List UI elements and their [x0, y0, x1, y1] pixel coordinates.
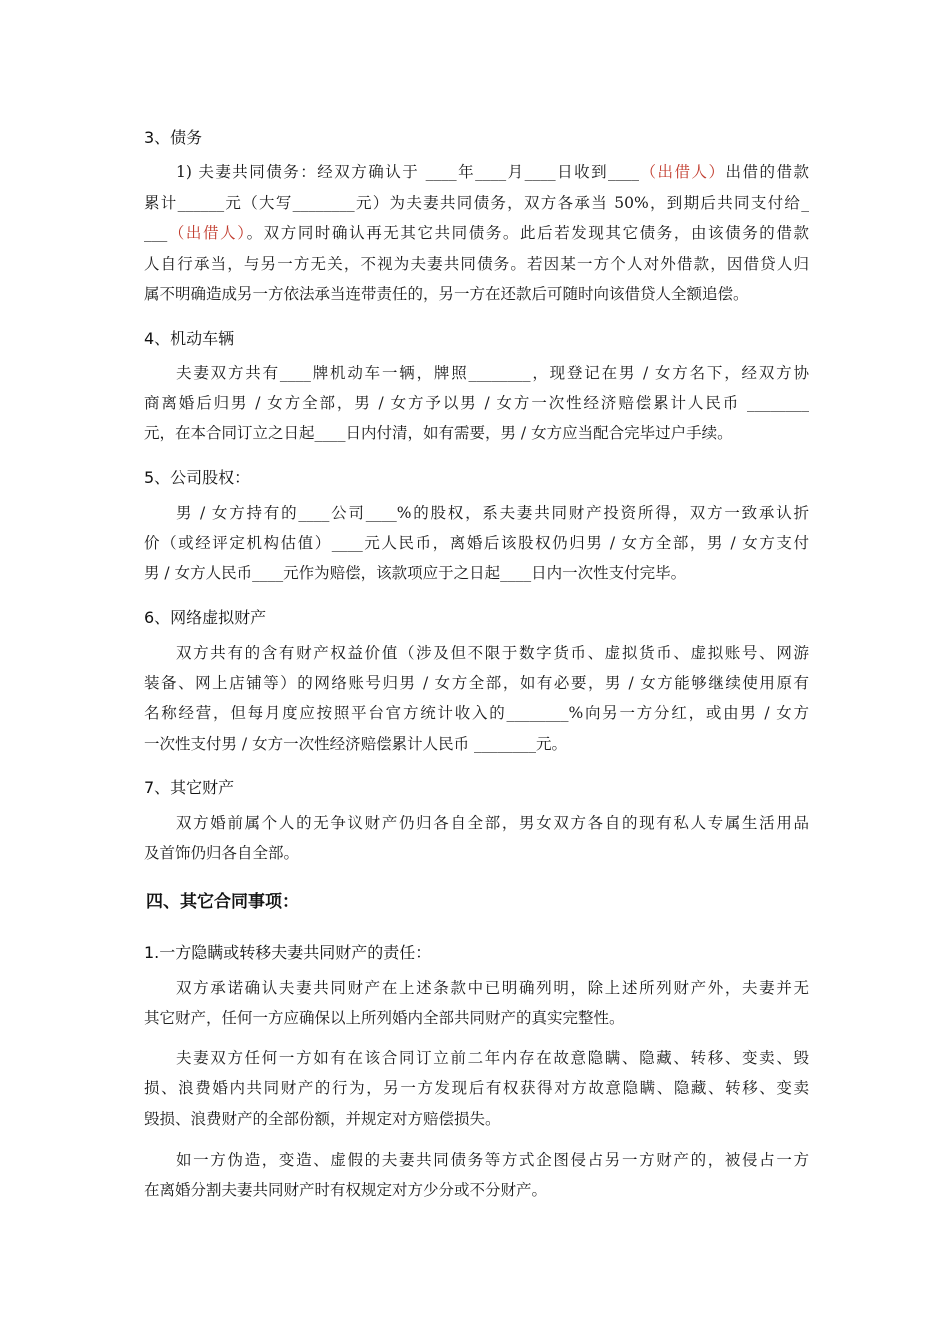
s4-line-3: 元，在本合同订立之日起____日内付清，如有需要，男 / 女方应当配合完毕过户手续。 — [144, 424, 733, 442]
s6-line-4: 一次性支付男 / 女方一次性经济赔偿累计人民币 ________元。 — [144, 735, 568, 753]
s3-line-5: 属不明确造成另一方依法承当连带责任的，另一方在还款后可随时向该借贷人全额追偿。 — [144, 285, 749, 303]
s7-line-2: 及首饰仍归各自全部。 — [144, 844, 300, 862]
s6-line-3: 名称经营，但每月度应按照平台官方统计收入的________%向另一方分红，或由男 / 女方 — [144, 704, 809, 722]
s4-line-1: 夫妻双方共有____牌机动车一辆，牌照________，现登记在男 / 女方名下，经双方协 — [176, 364, 809, 382]
clause-1-title: 1.一方隐瞒或转移夫妻共同财产的责任： — [144, 943, 432, 962]
s3-line-2: 累计______元（大写________元）为夫妻共同债务，双方各承当 50%，到期后共同支付给_ — [144, 194, 809, 212]
lender-label: （出借人） — [639, 163, 726, 181]
section-4-title: 4、机动车辆 — [144, 329, 235, 348]
section-3-title: 3、债务 — [144, 128, 203, 147]
s4-line-2: 商离婚后归男 / 女方全部，男 / 女方予以男 / 女方一次性经济赔偿累计人民币 ________ — [144, 394, 809, 412]
s5-line-3: 男 / 女方人民币____元作为赔偿，该款项应于之日起____日内一次性支付完毕。 — [144, 564, 687, 582]
s6-line-2: 装备、网上店铺等）的网络账号归男 / 女方全部，如有必要，男 / 女方能够继续使用原有 — [144, 674, 809, 692]
section-6-title: 6、网络虚拟财产 — [144, 608, 267, 627]
clause-1-para-1-line-2: 其它财产，任何一方应确保以上所列婚内全部共同财产的真实完整性。 — [144, 1009, 625, 1027]
section-7-title: 7、其它财产 — [144, 778, 235, 797]
clause-1-para-2-line-3: 毁损、浪费财产的全部份额，并规定对方赔偿损失。 — [144, 1110, 501, 1128]
s5-line-1: 男 / 女方持有的____公司____%的股权，系夫妻共同财产投资所得，双方一致承认折 — [176, 504, 809, 522]
clause-1-para-3-line-2: 在离婚分割夫妻共同财产时有权规定对方少分或不分财产。 — [144, 1181, 548, 1199]
section-5-title: 5、公司股权： — [144, 468, 251, 487]
clause-1-para-3-line-1: 如一方伪造，变造、虚假的夫妻共同债务等方式企图侵占另一方财产的，被侵占一方 — [176, 1151, 809, 1169]
s3-line-3: ___（出借人）。双方同时确认再无其它共同债务。此后若发现其它债务，由该债务的借款 — [144, 224, 809, 242]
s7-line-1: 双方婚前属个人的无争议财产仍归各自全部，男女双方各自的现有私人专属生活用品 — [176, 814, 809, 832]
s6-line-1: 双方共有的含有财产权益价值（涉及但不限于数字货币、虚拟货币、虚拟账号、网游 — [176, 644, 809, 662]
clause-1-para-2-line-1: 夫妻双方任何一方如有在该合同订立前二年内存在故意隐瞒、隐藏、转移、变卖、毁 — [176, 1049, 809, 1067]
lender-label: （出借人） — [167, 224, 247, 242]
s3-line-4: 人自行承当，与另一方无关，不视为夫妻共同债务。若因某一方个人对外借款，因借贷人归 — [144, 255, 809, 273]
clause-1-para-1-line-1: 双方承诺确认夫妻共同财产在上述条款中已明确列明，除上述所列财产外，夫妻并无 — [176, 979, 809, 997]
clause-1-para-2-line-2: 损、浪费婚内共同财产的行为，另一方发现后有权获得对方故意隐瞒、隐藏、转移、变卖 — [144, 1079, 809, 1097]
part-4-title: 四、其它合同事项： — [146, 892, 299, 912]
s3-line-1: 1) 夫妻共同债务：经双方确认于 ____年____月____日收到____（出借人）出借的借款 — [176, 163, 809, 181]
s5-line-2: 价（或经评定机构估值）____元人民币，离婚后该股权仍归男 / 女方全部，男 / 女方支付 — [144, 534, 809, 552]
